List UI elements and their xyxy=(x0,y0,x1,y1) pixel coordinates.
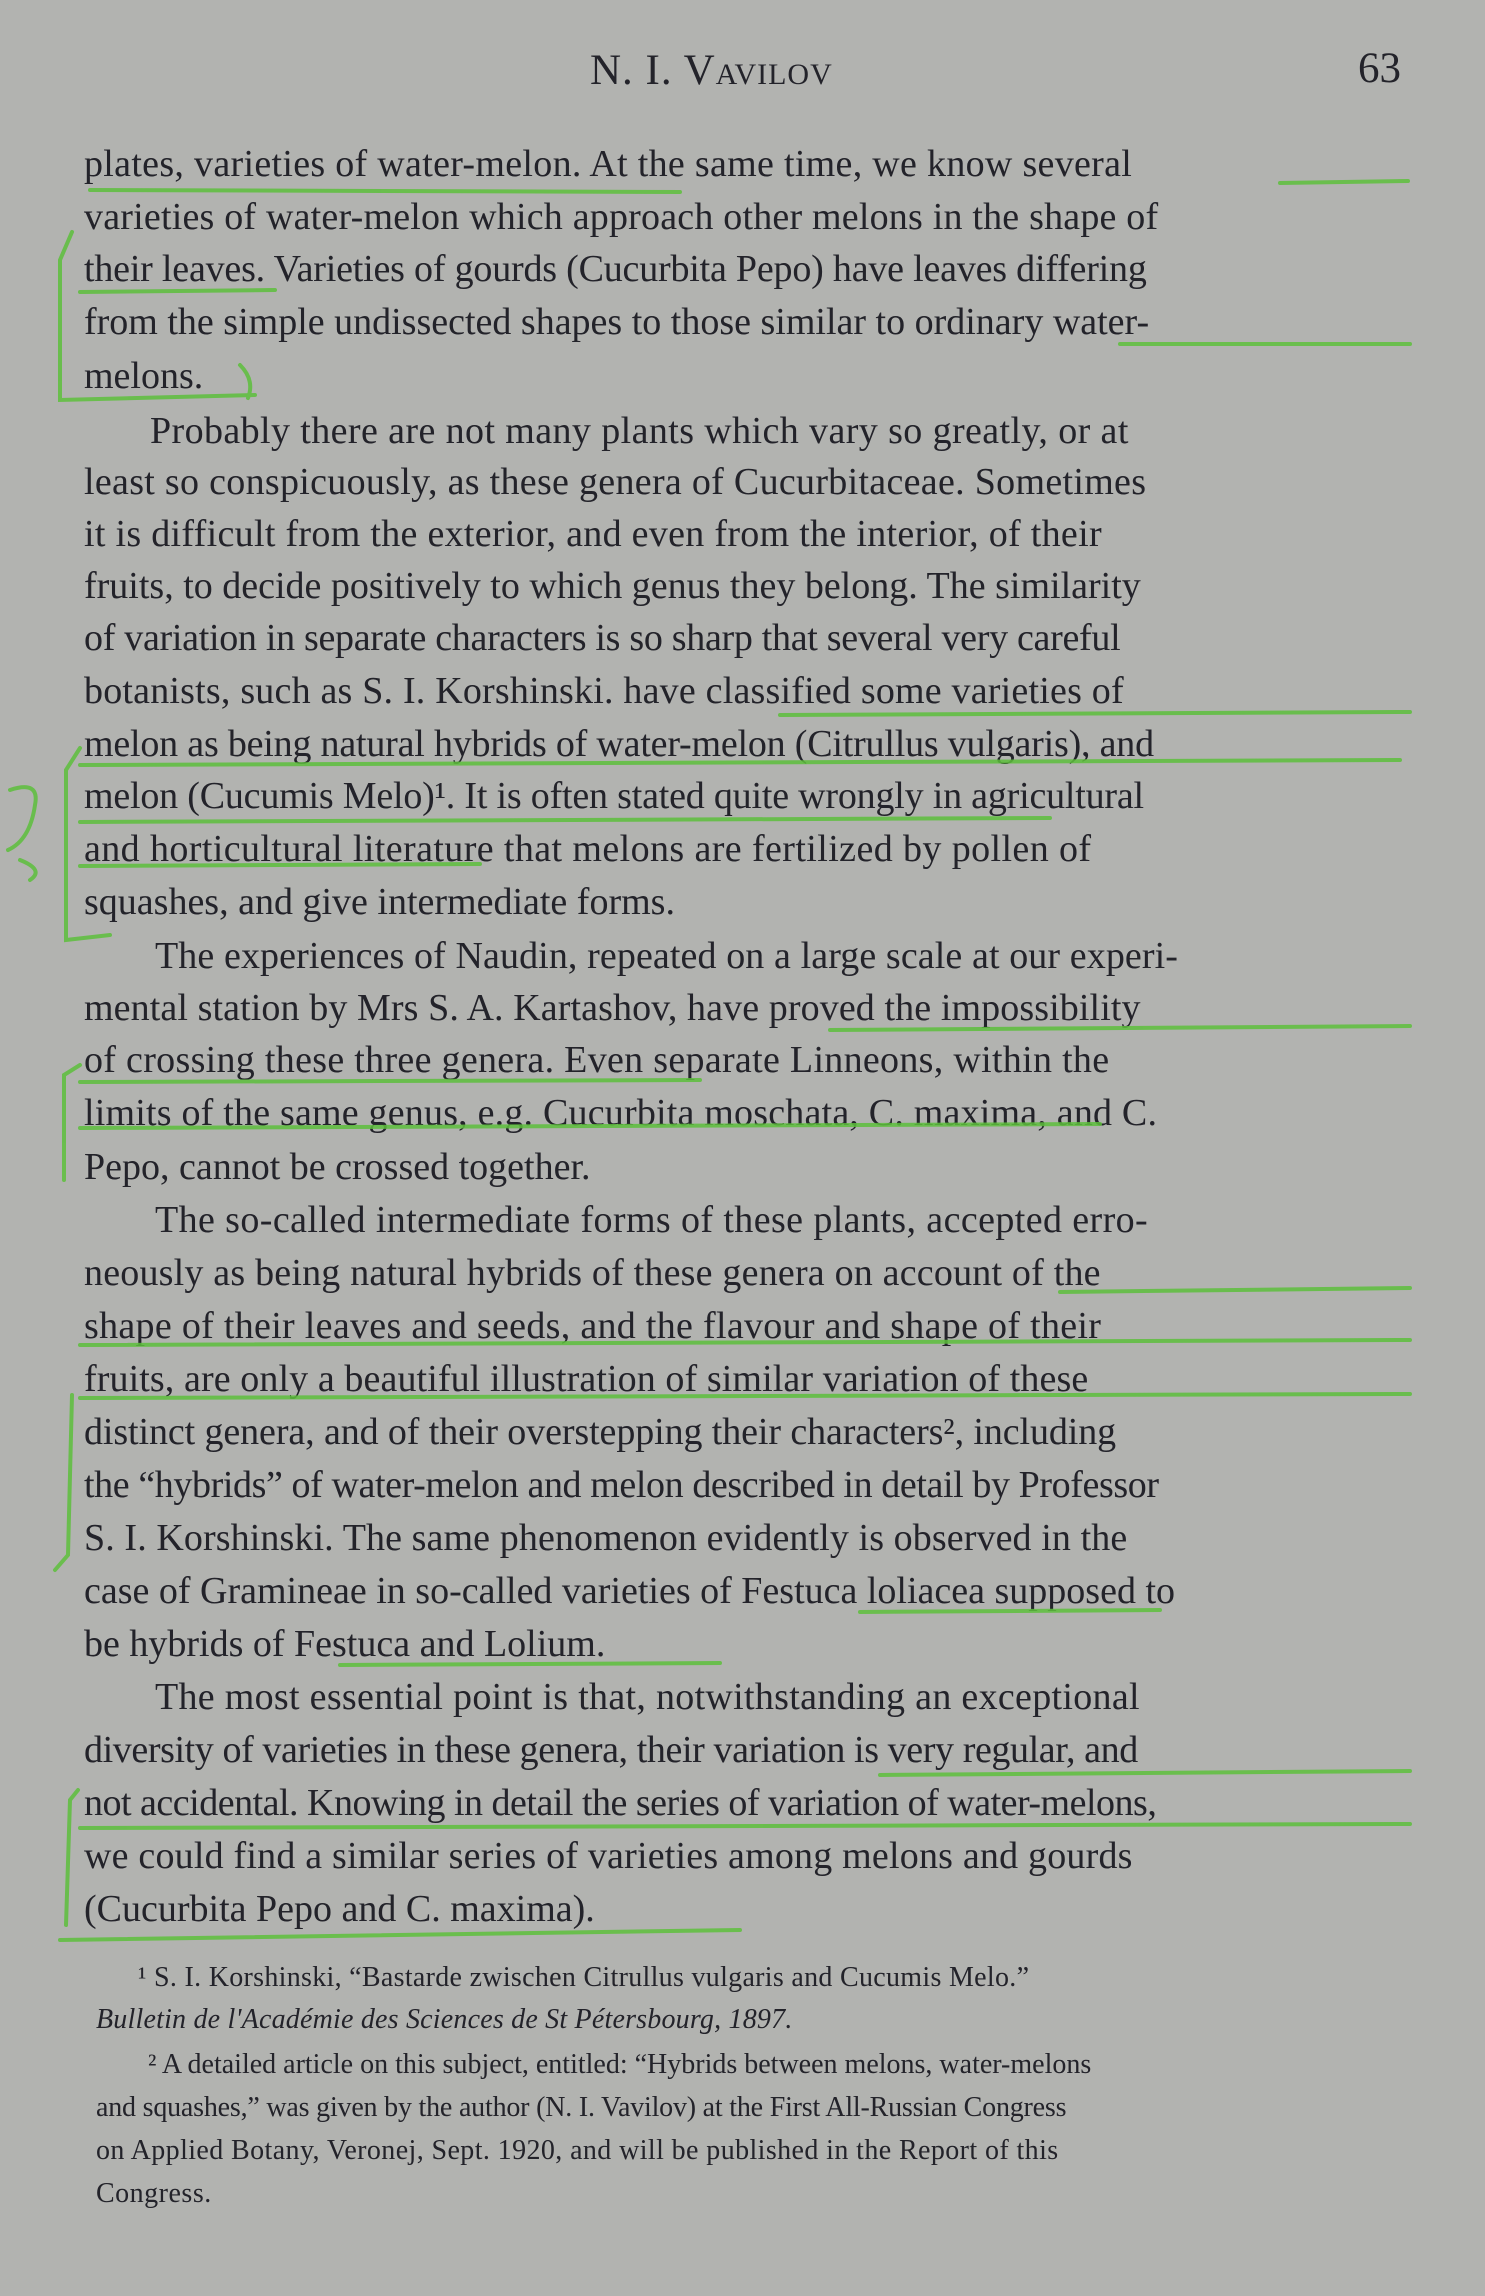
running-title: N. I. Vavilov xyxy=(590,47,833,94)
text-line: and horticultural literature that melons are fertilized by pollen of xyxy=(84,828,1092,870)
text-line: least so conspicuously, as these genera of Cucurbitaceae. Sometimes xyxy=(84,461,1147,503)
text-line: melon (Cucumis Melo)¹. It is often stated quite wrongly in agricultural xyxy=(84,775,1144,817)
footnote-line: ¹ S. I. Korshinski, “Bastarde zwischen Citrullus vulgaris and Cucumis Melo.” xyxy=(138,1962,1030,1993)
text-line: of variation in separate characters is so sharp that several very careful xyxy=(84,617,1121,659)
text-line: varieties of water-melon which approach other melons in the shape of xyxy=(84,196,1159,238)
text-line: Pepo, cannot be crossed together. xyxy=(84,1146,591,1188)
text-line: not accidental. Knowing in detail the series of variation of water-melons, xyxy=(84,1782,1157,1824)
underline-mark xyxy=(90,190,680,192)
footnote-line: Bulletin de l'Académie des Sciences de St Pétersbourg, 1897. xyxy=(96,2004,793,2035)
text-line: be hybrids of Festuca and Lolium. xyxy=(84,1623,606,1665)
text-line: melons. xyxy=(84,355,204,397)
text-line: fruits, are only a beautiful illustration of similar variation of these xyxy=(84,1358,1089,1400)
text-line: (Cucurbita Pepo and C. maxima). xyxy=(84,1888,595,1930)
text-line: The so-called intermediate forms of these plants, accepted erro- xyxy=(155,1199,1149,1241)
page-header xyxy=(0,38,1485,108)
text-line: it is difficult from the exterior, and even from the interior, of their xyxy=(84,513,1102,555)
text-line: shape of their leaves and seeds, and the flavour and shape of their xyxy=(84,1305,1102,1347)
text-line: botanists, such as S. I. Korshinski. have classified some varieties of xyxy=(84,670,1124,712)
footnote-line: ² A detailed article on this subject, entitled: “Hybrids between melons, water-melons xyxy=(148,2049,1092,2080)
text-line: their leaves. Varieties of gourds (Cucurbita Pepo) have leaves differing xyxy=(84,248,1147,290)
text-line: case of Gramineae in so-called varieties of Festuca loliacea supposed to xyxy=(84,1570,1176,1612)
text-line: neously as being natural hybrids of these genera on account of the xyxy=(84,1252,1101,1294)
margin-bracket xyxy=(55,1395,72,1570)
text-line: squashes, and give intermediate forms. xyxy=(84,881,675,923)
text-line: the “hybrids” of water-melon and melon described in detail by Professor xyxy=(84,1464,1159,1506)
page-number: 63 xyxy=(1358,45,1401,92)
text-line: we could find a similar series of varieties among melons and gourds xyxy=(84,1835,1133,1877)
text-line: melon as being natural hybrids of water-melon (Citrullus vulgaris), and xyxy=(84,723,1154,765)
text-line: diversity of varieties in these genera, their variation is very regular, and xyxy=(84,1729,1138,1771)
text-line: of crossing these three genera. Even separate Linneons, within the xyxy=(84,1039,1110,1081)
text-line: Probably there are not many plants which vary so greatly, or at xyxy=(150,410,1129,452)
margin-scribble xyxy=(8,787,36,880)
text-line: plates, varieties of water-melon. At the same time, we know several xyxy=(84,143,1133,185)
footnote-line: Congress. xyxy=(96,2178,212,2209)
text-line: mental station by Mrs S. A. Kartashov, have proved the impossibility xyxy=(84,987,1141,1029)
text-line: S. I. Korshinski. The same phenomenon evidently is observed in the xyxy=(84,1517,1128,1559)
margin-bracket xyxy=(66,1790,78,1925)
text-line: fruits, to decide positively to which genus they belong. The similarity xyxy=(84,565,1141,607)
footnote-line: and squashes,” was given by the author (N. I. Vavilov) at the First All-Russian Congress xyxy=(96,2092,1067,2123)
text-line: distinct genera, and of their overstepping their characters², including xyxy=(84,1411,1117,1453)
text-line: from the simple undissected shapes to those similar to ordinary water- xyxy=(84,301,1150,343)
text-line: The most essential point is that, notwithstanding an exceptional xyxy=(155,1676,1140,1718)
footnote-line: on Applied Botany, Veronej, Sept. 1920, and will be published in the Report of this xyxy=(96,2135,1059,2166)
margin-bracket xyxy=(64,1065,80,1180)
text-line: The experiences of Naudin, repeated on a large scale at our experi- xyxy=(155,935,1179,977)
text-line: limits of the same genus, e.g. Cucurbita moschata, C. maxima, and C. xyxy=(84,1092,1158,1134)
